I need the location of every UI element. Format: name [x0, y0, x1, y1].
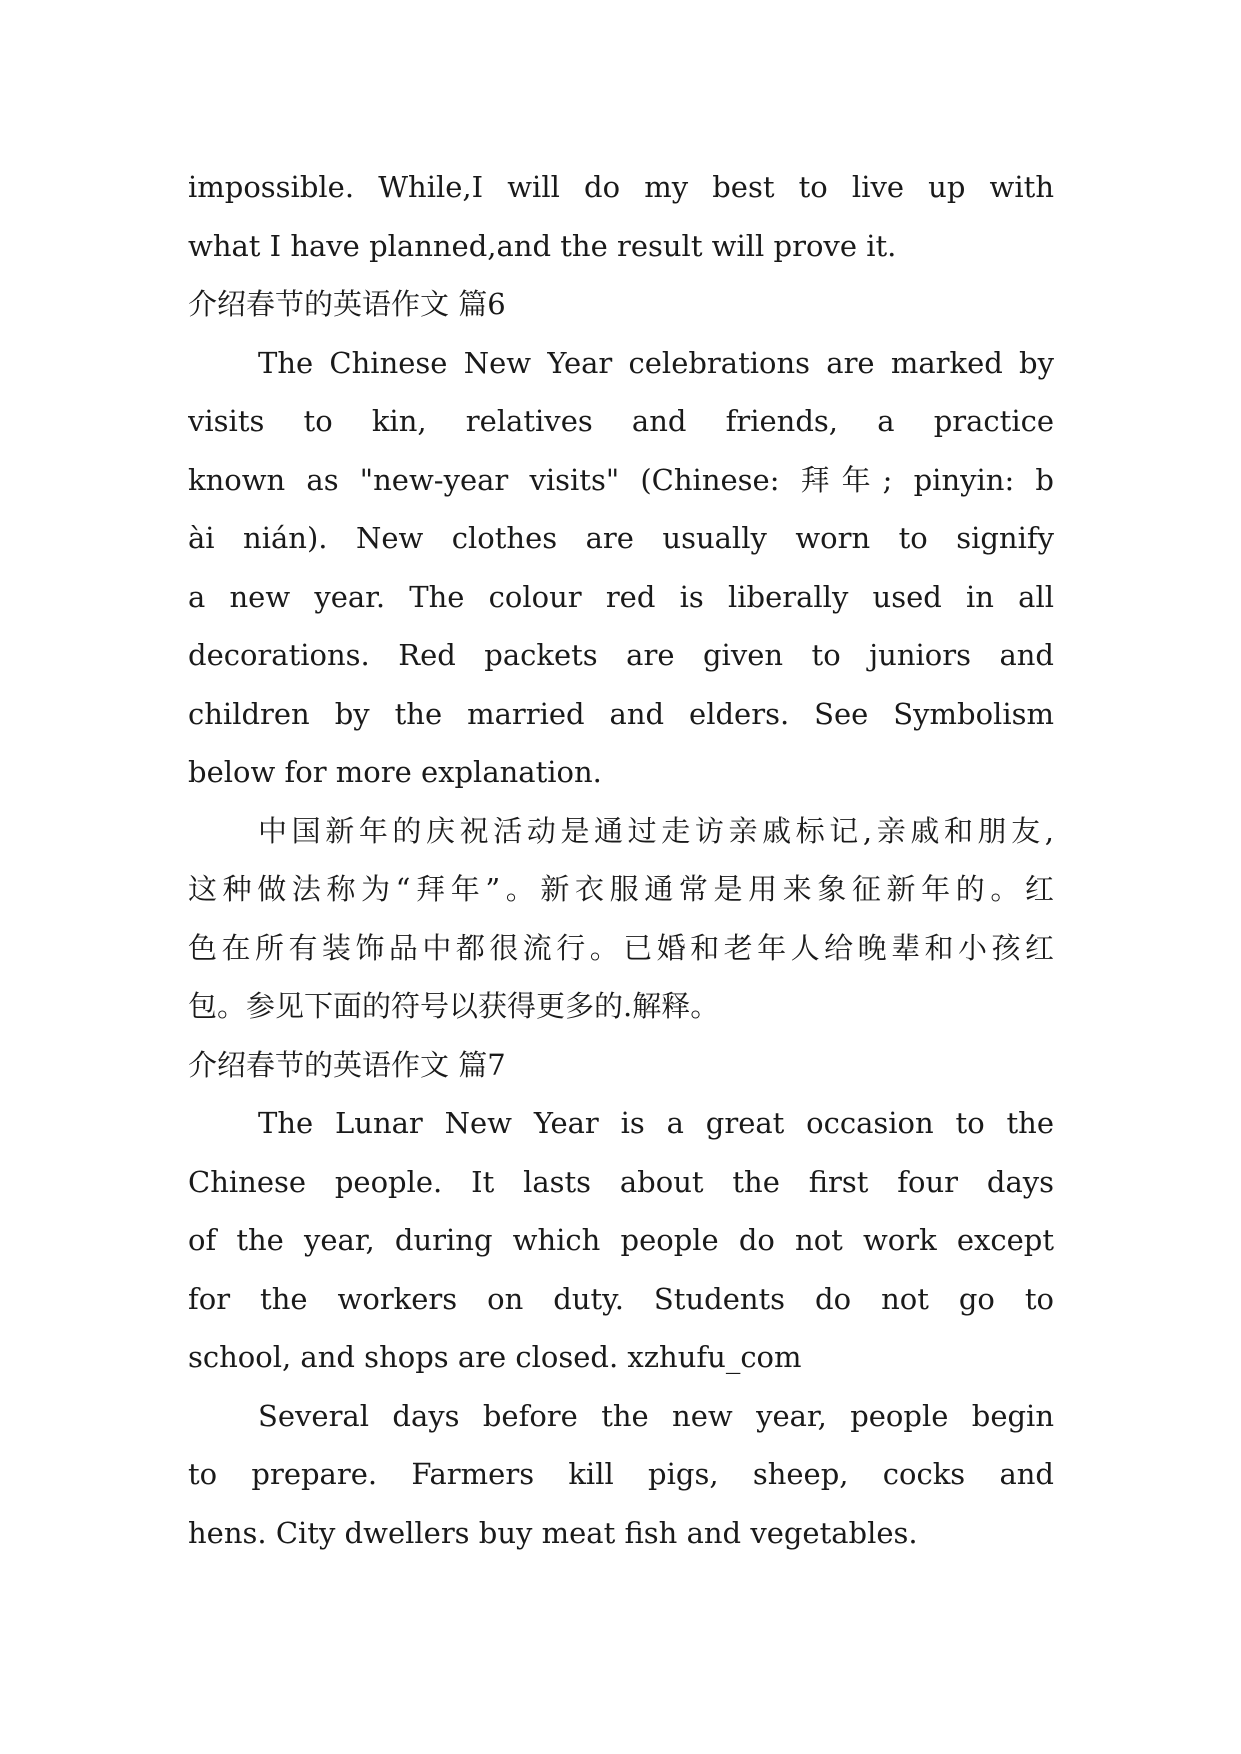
text-line: school, and shops are closed. xzhufu_com	[188, 1340, 802, 1374]
text-line: below for more explanation.	[188, 755, 602, 789]
text-line: visits to kin, relatives and friends, a practice	[188, 404, 1054, 438]
text-line: a new year. The colour red is liberally used in all	[188, 579, 1054, 614]
section-heading: 介绍春节的英语作文 篇6	[188, 287, 506, 321]
text-line: 这种做法称为“拜年”。新衣服通常是用来象征新年的。红	[188, 872, 1054, 906]
text-line: The Chinese New Year celebrations are marked by	[258, 345, 1054, 380]
text-line: Several days before the new year, people begin	[258, 1398, 1054, 1433]
text-line: to prepare. Farmers kill pigs, sheep, cocks and	[188, 1457, 1054, 1491]
document-body	[188, 158, 1054, 1562]
text-line: 中国新年的庆祝活动是通过走访亲戚标记,亲戚和朋友,	[258, 813, 1054, 848]
text-line: known as "new-year visits" (Chinese: 拜年; pinyin: b	[188, 462, 1054, 497]
text-line: hens. City dwellers buy meat fish and vegetables.	[188, 1515, 918, 1550]
text-line: 包。参见下面的符号以获得更多的.解释。	[188, 989, 720, 1023]
text-line: children by the married and elders. See Symbolism	[188, 696, 1054, 731]
text-line: Chinese people. It lasts about the first four days	[188, 1164, 1054, 1199]
text-line: The Lunar New Year is a great occasion to the	[258, 1106, 1054, 1140]
text-line: impossible. While,I will do my best to live up with	[188, 170, 1054, 204]
text-line: 色在所有装饰品中都很流行。已婚和老年人给晚辈和小孩红	[188, 930, 1054, 965]
text-line: of the year, during which people do not work except	[188, 1223, 1054, 1257]
text-line: what I have planned,and the result will prove it.	[188, 228, 897, 263]
text-line: for the workers on duty. Students do not go to	[188, 1281, 1054, 1316]
text-line: decorations. Red packets are given to juniors and	[188, 638, 1054, 672]
section-heading: 介绍春节的英语作文 篇7	[188, 1047, 506, 1082]
text-line: ài nián). New clothes are usually worn to signify	[188, 521, 1054, 555]
